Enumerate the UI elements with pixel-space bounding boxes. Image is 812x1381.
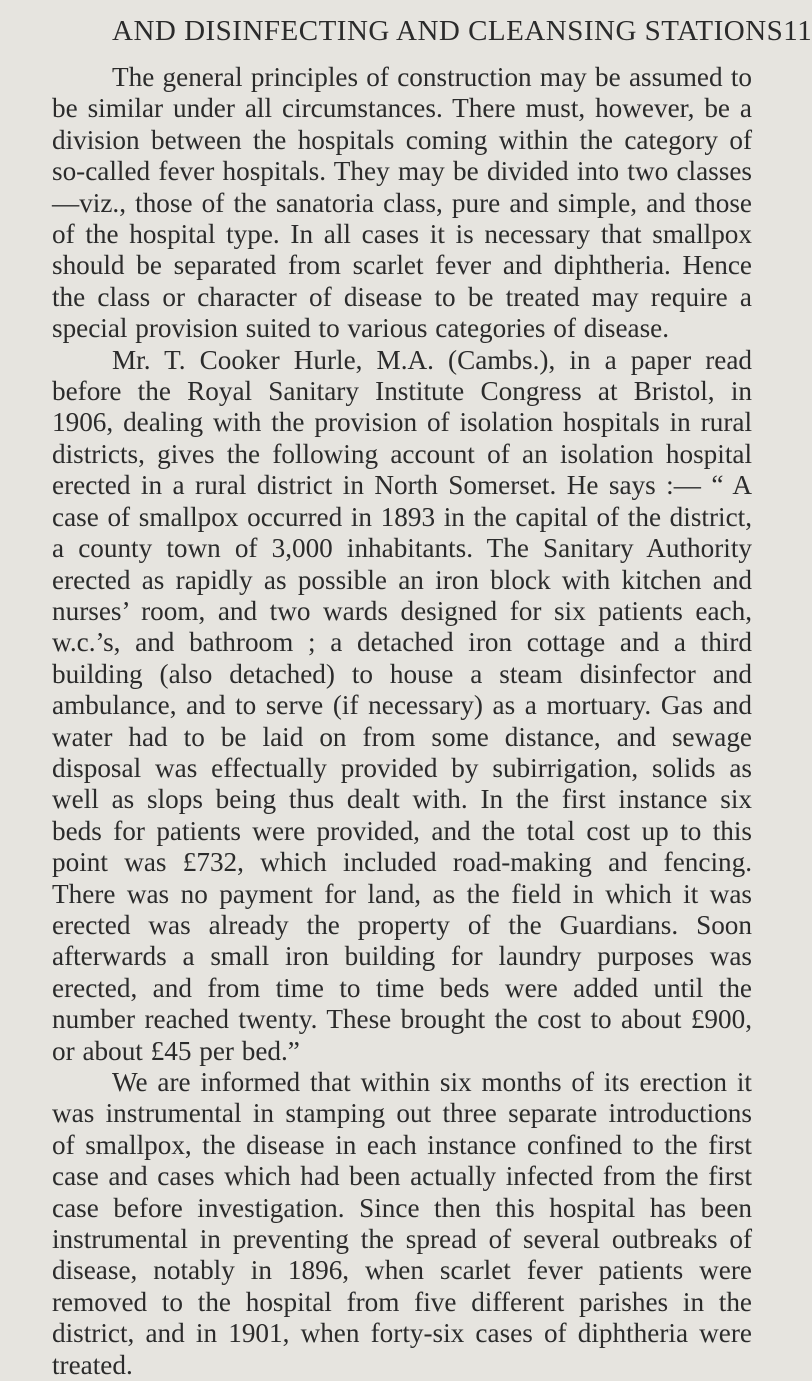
paragraph-3: We are informed that within six months of its erection it was instrumental in stamping out three separate introductions of smallpox, the disease in each instance confined to the first case and cases which had been actually infected from the first case before investigation. Since then this hospital has been instrumental in preventing the spread of several outbreaks of disease, notably in 1896, when scarlet fever patients were removed to the hospital from five different parishes in the district, and in 1901, when forty-six cases of diphtheria were treated. <box>52 1067 752 1380</box>
running-head <box>112 14 812 48</box>
running-head-title: AND DISINFECTING AND CLEANSING STATIONS <box>112 15 784 47</box>
paragraph-1: The general principles of construction may be assumed to be similar under all circumstances. There must, however, be a division between the hospitals coming within the category of so-called fever hospitals. They may be divided into two classes—viz., those of the sanatoria class, pure and simple, and those of the hospital type. In all cases it is necessary that smallpox should be separated from scarlet fever and diphtheria. Hence the class or character of disease to be treated may require a special provision suited to various categories of disease. <box>52 62 752 344</box>
paragraph-2: Mr. T. Cooker Hurle, M.A. (Cambs.), in a paper read before the Royal Sanitary Institute Congress at Bristol, in 1906, dealing with the provision of isolation hospitals in rural districts, gives the following account of an isolation hospital erected in a rural district in North Somerset. He says :— “ A case of smallpox occurred in 1893 in the capital of the district, a county town of 3,000 inhabitants. The Sanitary Authority erected as rapidly as possible an iron block with kitchen and nurses’ room, and two wards designed for six patients each, w.c.’s, and bathroom ; a detached iron cottage and a third building (also detached) to house a steam disinfector and ambulance, and to serve (if necessary) as a mortuary. Gas and water had to be laid on from some distance, and sewage disposal was effectually provided by subirrigation, solids as well as slops being thus dealt with. In the first instance six beds for patients were provided, and the total cost up to this point was £732, which included road-making and fencing. There was no payment for land, as the field in which it was erected was already the property of the Guardians. Soon afterwards a small iron building for laundry purposes was erected, and from time to time beds were added until the number reached twenty. These brought the cost to about £900, or about £45 per bed.” <box>52 344 752 1066</box>
body-text <box>52 62 752 1381</box>
page-number: 11 <box>783 15 812 47</box>
